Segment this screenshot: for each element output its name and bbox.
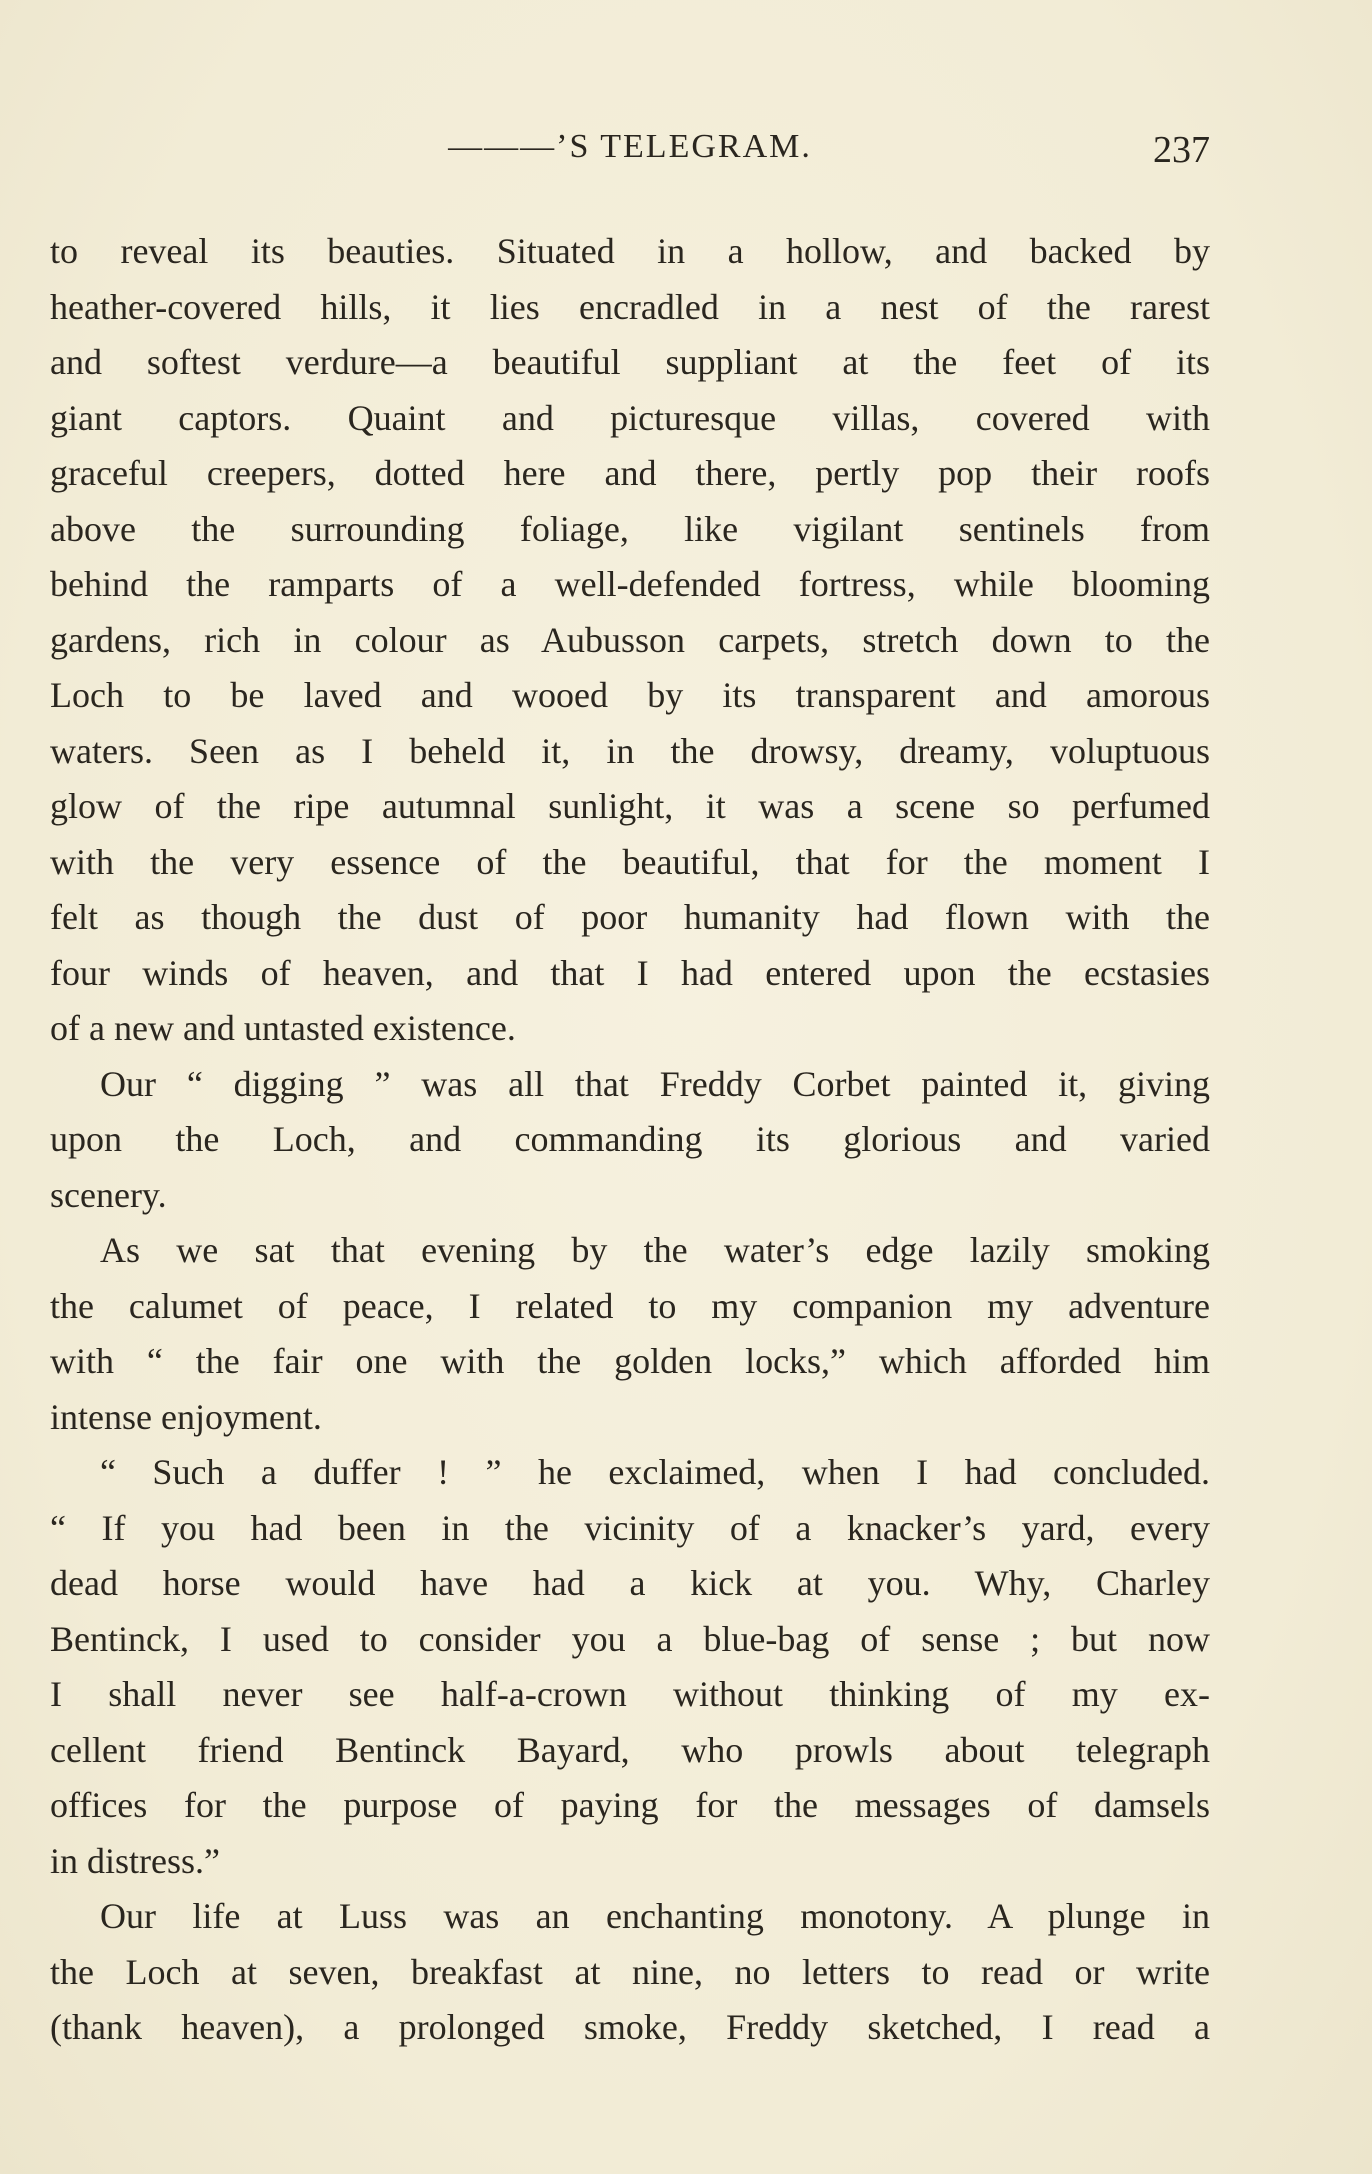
text-line: to reveal its beauties. Situated in a hollow, and backed by xyxy=(50,231,1210,271)
text-line: scenery. xyxy=(50,1174,167,1215)
text-line: Our “ digging ” was all that Freddy Corbet painted it, giving xyxy=(100,1063,1210,1104)
text-line: behind the ramparts of a well-defended fortress, while blooming xyxy=(50,564,1210,604)
text-line: felt as though the dust of poor humanity had flown with the xyxy=(50,897,1210,937)
text-line: As we sat that evening by the water’s edge lazily smoking xyxy=(100,1230,1210,1270)
text-line: in distress.” xyxy=(50,1840,220,1881)
text-line: the Loch at seven, breakfast at nine, no letters to read or write xyxy=(50,1951,1210,1992)
text-line: Bentinck, I used to consider you a blue-bag of sense ; but now xyxy=(50,1618,1210,1659)
text-line: the calumet of peace, I related to my companion my adventure xyxy=(50,1285,1210,1326)
text-line: giant captors. Quaint and picturesque villas, covered with xyxy=(50,397,1210,438)
text-line: Loch to be laved and wooed by its transparent and amorous xyxy=(50,675,1210,715)
text-line: four winds of heaven, and that I had entered upon the ecstasies xyxy=(50,952,1210,993)
text-line: cellent friend Bentinck Bayard, who prowls about telegraph xyxy=(50,1729,1210,1770)
text-line: “ Such a duffer ! ” he exclaimed, when I had concluded. xyxy=(100,1452,1210,1492)
text-line: “ If you had been in the vicinity of a knacker’s yard, every xyxy=(50,1507,1210,1548)
text-line: offices for the purpose of paying for the messages of damsels xyxy=(50,1785,1210,1825)
text-line: Our life at Luss was an enchanting monotony. A plunge in xyxy=(100,1896,1210,1936)
text-line: I shall never see half-a-crown without thinking of my ex- xyxy=(50,1674,1210,1714)
text-line: upon the Loch, and commanding its glorious and varied xyxy=(50,1119,1210,1159)
page-number: 237 xyxy=(1153,129,1210,171)
text-line: with “ the fair one with the golden locks,” which afforded him xyxy=(50,1341,1210,1381)
text-line: heather-covered hills, it lies encradled in a nest of the rarest xyxy=(50,286,1210,327)
running-head xyxy=(50,128,1210,178)
text-line: with the very essence of the beautiful, that for the moment I xyxy=(50,841,1210,882)
text-line: waters. Seen as I beheld it, in the drowsy, dreamy, voluptuous xyxy=(50,730,1210,771)
text-line: intense enjoyment. xyxy=(50,1396,322,1437)
running-title: ———’S TELEGRAM. xyxy=(448,128,812,165)
text-line: above the surrounding foliage, like vigilant sentinels from xyxy=(50,508,1210,549)
text-line: glow of the ripe autumnal sunlight, it was a scene so perfumed xyxy=(50,786,1210,826)
text-line: (thank heaven), a prolonged smoke, Freddy sketched, I read a xyxy=(50,2007,1210,2047)
text-line: graceful creepers, dotted here and there, pertly pop their roofs xyxy=(50,453,1210,493)
body-text xyxy=(50,224,1210,2056)
text-line: dead horse would have had a kick at you. Why, Charley xyxy=(50,1563,1210,1603)
text-line: of a new and untasted existence. xyxy=(50,1008,516,1048)
text-line: and softest verdure—a beautiful suppliant at the feet of its xyxy=(50,342,1210,382)
text-line: gardens, rich in colour as Aubusson carpets, stretch down to the xyxy=(50,619,1210,660)
